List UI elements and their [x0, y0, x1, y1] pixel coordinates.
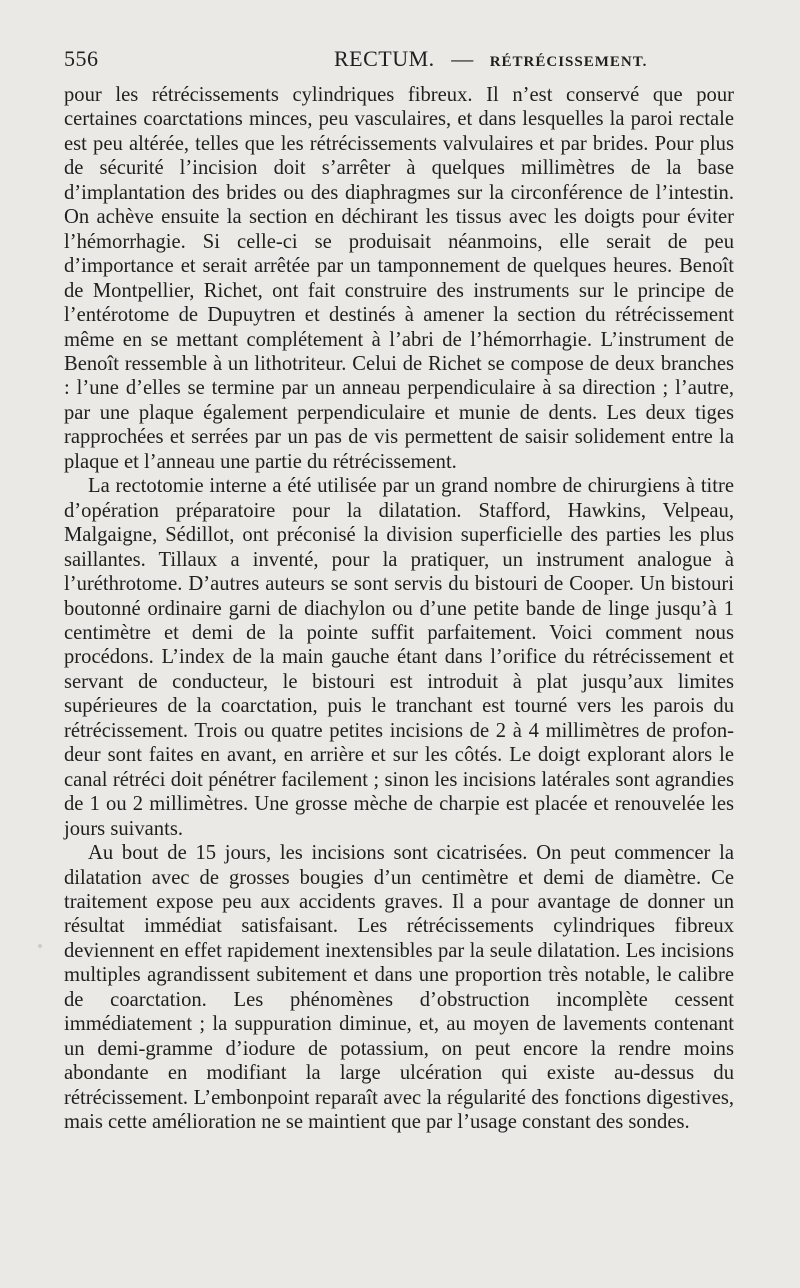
- paragraph-3: Au bout de 15 jours, les incisions sont cicatrisées. On peut commencer la dilatation avec de grosses bougies d’un centimètre et demi de diamètre. Ce traitement expose peu aux accidents graves. Il a pour avantage de donner un résultat immédiat satisfaisant. Les rétrécissements cylindriques fibreux deviennent en effet rapidement inextensibles par la seule dilatation. Les incisions multiples agrandissent subitement et dans une proportion très notable, le calibre de coarctation. Les phénomènes d’obstruction incomplète cessent immédiatement ; la suppuration diminue, et, au moyen de lavements contenant un demi-gramme d’iodure de potassium, on peut encore la rendre moins abondante en modifiant la large ulcération qui existe au-dessus du rétrécissement. L’embonpoint reparaît avec la régularité des fonctions digestives, mais cette amélioration ne se maintient que par l’usage constant des sondes.: [64, 842, 734, 1134]
- running-title-subtitle: RÉTRÉCISSEMENT.: [489, 54, 648, 70]
- running-title-main: RECTUM.: [334, 46, 435, 71]
- running-head: [62, 44, 738, 74]
- running-title-spacer: [473, 46, 484, 71]
- paragraph-2: La rectotomie interne a été utilisée par un grand nombre de chirurgiens à titre d’opération préparatoire pour la dilatation. Stafford, Hawkins, Velpeau, Malgaigne, Sédillot, ont préconisé la division superficielle des parties les plus saillantes. Tillaux a inventé, pour la pratiquer, un instrument analogue à l’uréthrotome. D’autres auteurs se sont servis du bistouri de Cooper. Un bistouri boutonné ordinaire garni de diachylon ou d’une petite bande de linge jusqu’à 1 centimètre et demi de la pointe suffit parfaitement. Voici comment nous procédons. L’index de la main gauche étant dans l’orifice du rétrécissement et servant de conducteur, le bistouri est introduit à plat jusqu’aux limites supérieures de la coarctation, puis le tranchant est tourné vers les parois du rétrécissement. Trois ou quatre petites incisions de 2 à 4 millimètres de profondeur sont faites en avant, en arrière et sur les côtés. Le doigt explorant alors le canal rétréci doit pénétrer facilement ; sinon les incisions latérales sont agrandies de 1 ou 2 millimètres. Une grosse mèche de charpie est placée et renouvelée les jours suivants.: [64, 475, 734, 840]
- running-title-dash-glyph: —: [451, 46, 474, 71]
- running-title: [334, 44, 647, 77]
- running-title-dash: [440, 46, 451, 71]
- page-number: 556: [64, 46, 99, 71]
- page-speck: [38, 944, 42, 948]
- body-text: [64, 83, 734, 1134]
- paragraph-1: pour les rétrécissements cylindriques fibreux. Il n’est conservé que pour certaines coarctations minces, peu vasculaires, et dans lesquelles la paroi rectale est peu altérée, telles que les rétrécissements valvulaires et par brides. Pour plus de sécurité l’incision doit s’arrêter à quelques millimètres de la base d’implantation des brides ou des diaphragmes sur la circonférence de l’intestin. On achève ensuite la section en déchirant les tissus avec les doigts pour éviter l’hémorrhagie. Si celle-ci se produisait néanmoins, elle serait de peu d’importance et serait arrêtée par un tamponnement de quelques heures. Benoît de Montpellier, Richet, ont fait construire des instruments sur le principe de l’entérotome de Dupuytren et destinés à amener la section du rétrécissement même en se mettant complétement à l’abri de l’hémorrhagie. L’instrument de Benoît ressemble à un lithotriteur. Celui de Richet se compose de deux branches : l’une d’elles se termine par un anneau perpendiculaire à sa direction ; l’autre, par une plaque également perpendiculaire et munie de dents. Les deux tiges rapprochées et serrées par un pas de vis permettent de saisir solidement entre la plaque et l’anneau une partie du rétrécissement.: [64, 84, 734, 473]
